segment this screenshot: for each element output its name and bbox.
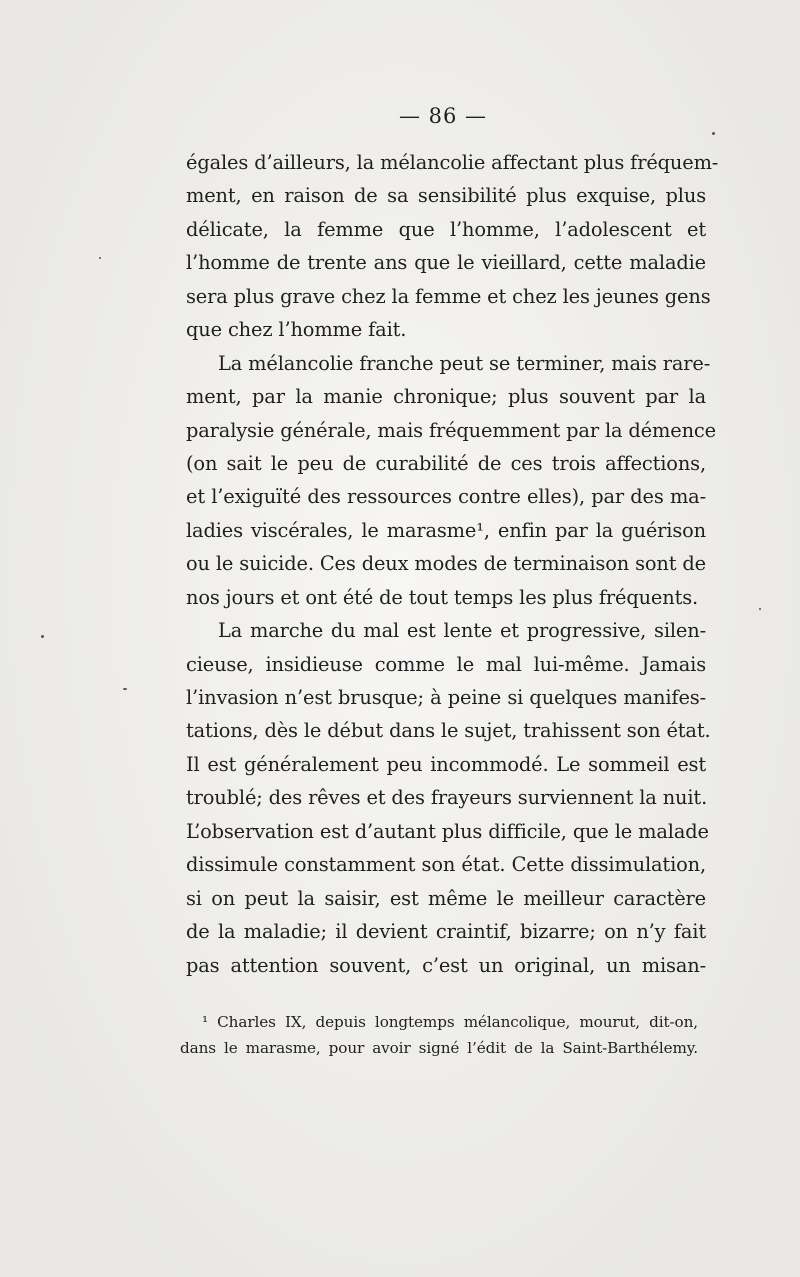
text-line: nos jours et ont été de tout temps les plus fréquents.	[186, 585, 699, 609]
print-speck	[712, 132, 715, 135]
print-speck	[99, 257, 101, 259]
text-line: que chez l’homme fait.	[186, 318, 407, 342]
footnote-line: ¹ Charles IX, depuis longtemps mélancolique, mourut, dit-on,	[202, 1013, 698, 1031]
footnote-line: dans le marasme, pour avoir signé l’édit de la Saint-Barthélemy.	[180, 1039, 698, 1057]
text-line: L’observation est d’autant plus difficile, que le malade	[186, 819, 709, 843]
text-line: ou le suicide. Ces deux modes de terminaison sont de	[186, 552, 706, 576]
text-line: pas attention souvent, c’est un original, un misan-	[186, 953, 706, 977]
body-text	[186, 146, 719, 982]
text-line: troublé; des rêves et des frayeurs surviennent la nuit.	[186, 786, 708, 810]
footnotes	[180, 1009, 698, 1061]
text-line: délicate, la femme que l’homme, l’adolescent et	[186, 217, 706, 241]
text-line: tations, dès le début dans le sujet, trahissent son état.	[186, 719, 711, 743]
text-line: ment, en raison de sa sensibilité plus exquise, plus	[186, 184, 706, 208]
text-line: de la maladie; il devient craintif, bizarre; on n’y fait	[186, 920, 706, 944]
text-line: dissimule constamment son état. Cette dissimulation,	[186, 853, 706, 877]
text-line: ment, par la manie chronique; plus souvent par la	[186, 385, 706, 409]
text-line: La marche du mal est lente et progressive, silen-	[218, 619, 706, 643]
print-speck	[123, 688, 127, 690]
text-line: sera plus grave chez la femme et chez les jeunes gens	[186, 284, 711, 308]
text-line: l’invasion n’est brusque; à peine si quelques manifes-	[186, 686, 706, 709]
print-speck	[759, 608, 761, 610]
text-line: et l’exiguïté des ressources contre elles), par des ma-	[186, 485, 706, 509]
text-line: ladies viscérales, le marasme¹, enfin par la guérison	[186, 518, 706, 542]
text-line: paralysie générale, mais fréquemment par la démence	[186, 418, 716, 442]
text-line: (on sait le peu de curabilité de ces trois affections,	[186, 451, 706, 475]
text-line: Il est généralement peu incommodé. Le sommeil est	[186, 752, 706, 776]
page-number: — 86 —	[398, 104, 488, 128]
text-line: égales d’ailleurs, la mélancolie affectant plus fréquem-	[186, 151, 719, 174]
text-line: l’homme de trente ans que le vieillard, cette maladie	[186, 251, 706, 275]
print-speck	[41, 635, 44, 638]
text-line: La mélancolie franche peut se terminer, mais rare-	[218, 351, 711, 375]
text-line: cieuse, insidieuse comme le mal lui-même. Jamais	[186, 652, 706, 676]
text-line: si on peut la saisir, est même le meilleur caractère	[186, 886, 706, 910]
